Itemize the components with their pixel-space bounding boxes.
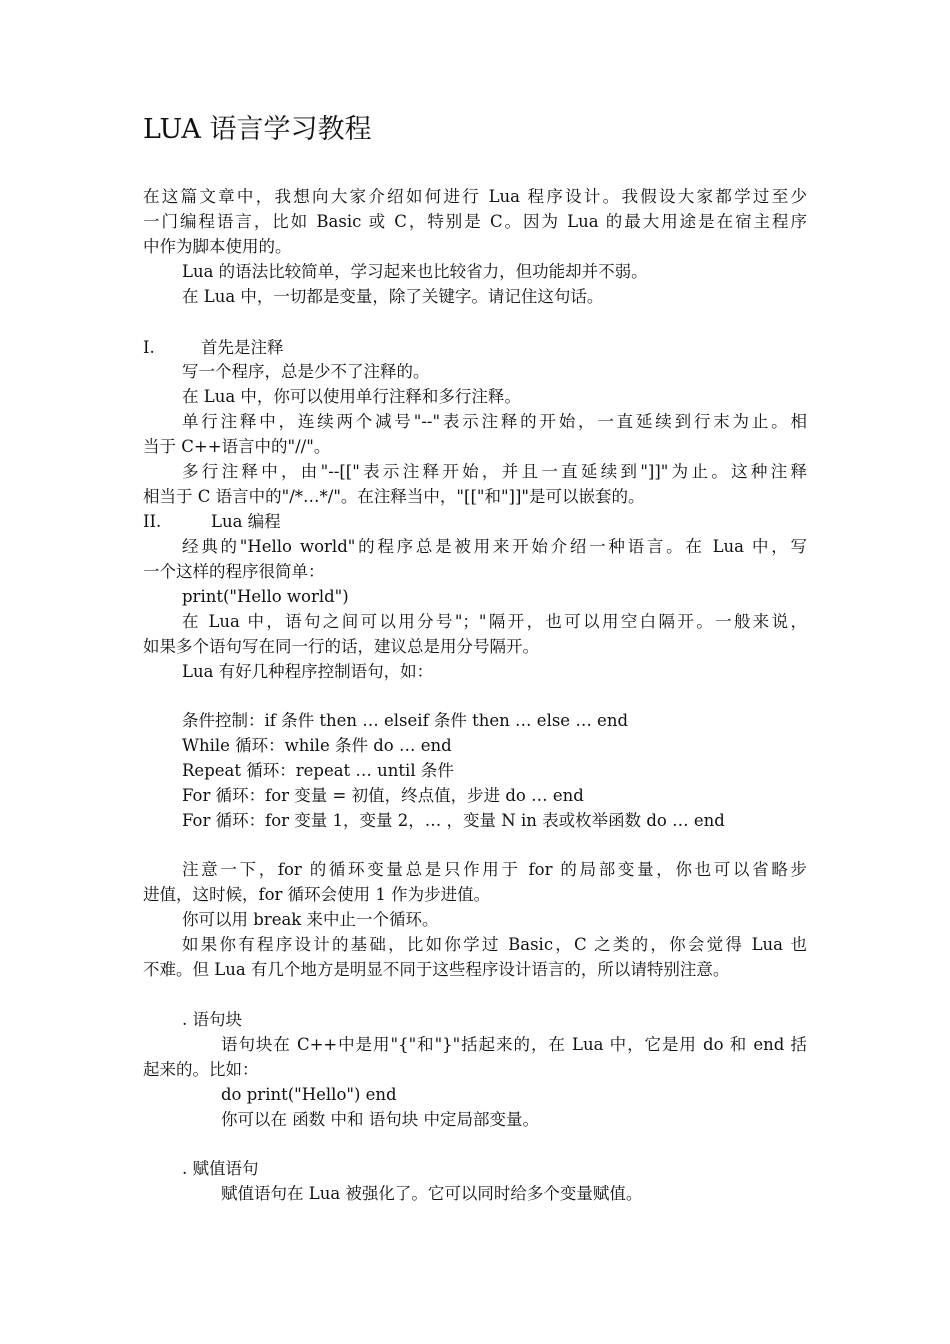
section-2-title: Lua 编程 xyxy=(211,512,281,531)
block-paragraph-2: 你可以在 函数 中和 语句块 中定局部变量。 xyxy=(221,1110,539,1129)
control-statement-for-numeric: For 循环：for 变量 = 初值，终点值，步进 do … end xyxy=(182,786,584,805)
block-paragraph-line-1: 语句块在 C++中是用"{"和"}"括起来的，在 Lua 中，它是用 do 和 end 括 xyxy=(221,1035,807,1054)
section-2-paragraph-6-line-2: 不难。但 Lua 有几个地方是明显不同于这些程序设计语言的，所以请特别注意。 xyxy=(143,960,730,979)
section-2-heading xyxy=(143,511,281,533)
section-2-number: II. xyxy=(143,512,162,531)
section-1-paragraph-3-line-1: 单行注释中，连续两个减号"--"表示注释的开始，一直延续到行末为止。相 xyxy=(182,412,807,431)
section-2-paragraph-2-line-1: 在 Lua 中，语句之间可以用分号"；"隔开，也可以用空白隔开。一般来说， xyxy=(182,612,807,631)
assign-heading: . 赋值语句 xyxy=(182,1159,259,1178)
intro-line-3: 中作为脚本使用的。 xyxy=(143,237,292,256)
section-2-paragraph-1-line-2: 一个这样的程序很简单： xyxy=(143,562,325,581)
block-heading: . 语句块 xyxy=(182,1010,242,1029)
intro-line-1: 在这篇文章中，我想向大家介绍如何进行 Lua 程序设计。我假设大家都学过至少 xyxy=(143,187,807,206)
section-1-paragraph-4-line-1: 多行注释中，由"--[["表示注释开始，并且一直延续到"]]"为止。这种注释 xyxy=(182,462,807,481)
section-2-paragraph-6-line-1: 如果你有程序设计的基础，比如你学过 Basic，C 之类的，你会觉得 Lua 也 xyxy=(182,935,807,954)
section-1-paragraph-1: 写一个程序，总是少不了注释的。 xyxy=(182,362,430,381)
section-1-title: 首先是注释 xyxy=(201,338,284,357)
intro-line-2: 一门编程语言，比如 Basic 或 C，特别是 C。因为 Lua 的最大用途是在宿主程序 xyxy=(143,212,807,231)
block-paragraph-line-2: 起来的。比如： xyxy=(143,1060,259,1079)
intro-paragraph-3: 在 Lua 中，一切都是变量，除了关键字。请记住这句话。 xyxy=(182,287,604,306)
intro-paragraph-2: Lua 的语法比较简单，学习起来也比较省力，但功能却并不弱。 xyxy=(182,262,648,281)
section-1-paragraph-2: 在 Lua 中，你可以使用单行注释和多行注释。 xyxy=(182,387,521,406)
assign-paragraph-1: 赋值语句在 Lua 被强化了。它可以同时给多个变量赋值。 xyxy=(221,1184,643,1203)
control-statement-repeat: Repeat 循环：repeat … until 条件 xyxy=(182,761,454,780)
section-1-paragraph-4-line-2: 相当于 C 语言中的"/*…*/"。在注释当中，"[["和"]]"是可以嵌套的。 xyxy=(143,487,645,506)
code-hello-world: print("Hello world") xyxy=(182,587,349,606)
control-statement-while: While 循环：while 条件 do … end xyxy=(182,736,452,755)
section-2-paragraph-5: 你可以用 break 来中止一个循环。 xyxy=(182,910,439,929)
control-statement-if: 条件控制：if 条件 then … elseif 条件 then … else … end xyxy=(182,711,629,730)
page-title: LUA 语言学习教程 xyxy=(143,114,372,145)
section-2-paragraph-2-line-2: 如果多个语句写在同一行的话，建议总是用分号隔开。 xyxy=(143,637,539,656)
section-1-number: I. xyxy=(143,338,155,357)
section-2-paragraph-1-line-1: 经典的"Hello world"的程序总是被用来开始介绍一种语言。在 Lua 中，写 xyxy=(182,537,807,556)
section-1-paragraph-3-line-2: 当于 C++语言中的"//"。 xyxy=(143,437,331,456)
section-2-paragraph-4-line-1: 注意一下，for 的循环变量总是只作用于 for 的局部变量，你也可以省略步 xyxy=(182,860,807,879)
control-statement-for-generic: For 循环：for 变量 1，变量 2，… ，变量 N in 表或枚举函数 do … end xyxy=(182,811,725,830)
section-2-paragraph-4-line-2: 进值，这时候，for 循环会使用 1 作为步进值。 xyxy=(143,885,491,904)
section-1-heading xyxy=(143,337,284,359)
section-2-paragraph-3: Lua 有好几种程序控制语句，如： xyxy=(182,662,434,681)
code-do-block: do print("Hello") end xyxy=(221,1085,397,1104)
